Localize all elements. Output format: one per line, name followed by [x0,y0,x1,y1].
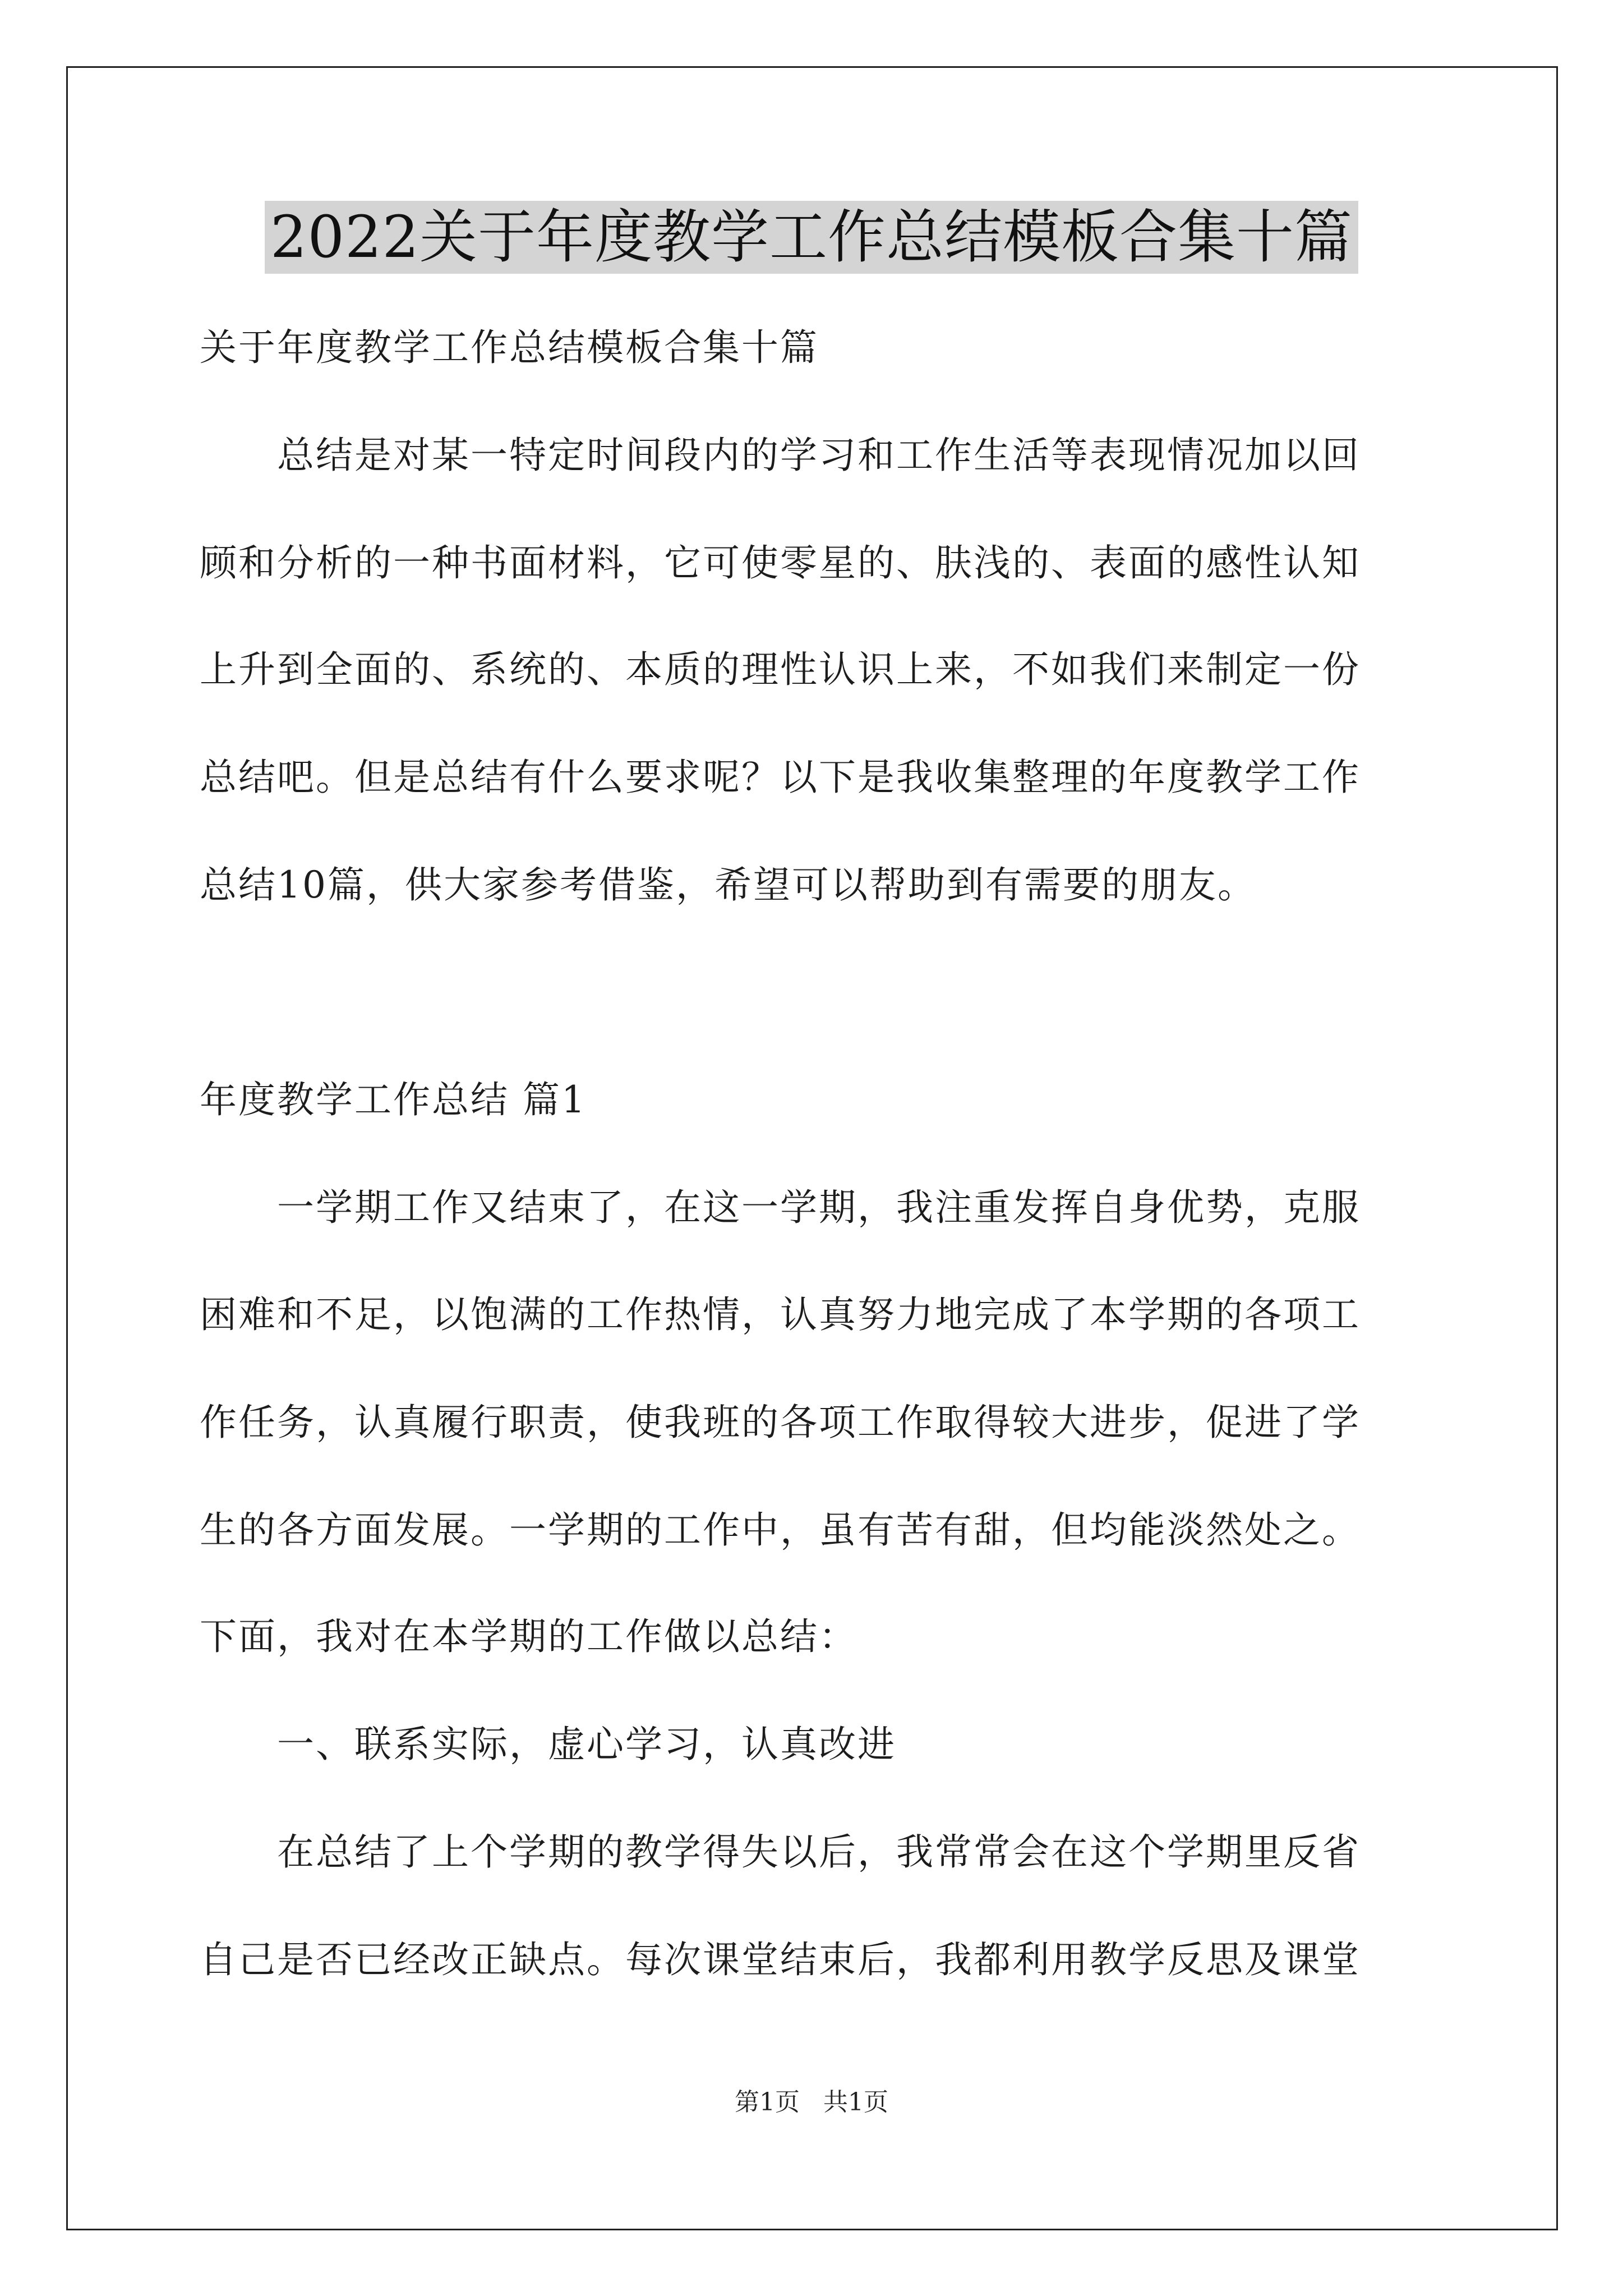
body-line: 关于年度教学工作总结模板合集十篇 [200,326,819,369]
body-line: 总结是对某一特定时间段内的学习和工作生活等表现情况加以回 [200,434,1361,477]
body-line: 作任务，认真履行职责，使我班的各项工作取得较大进步，促进了学 [200,1401,1361,1444]
body-line: 总结10篇，供大家参考借鉴，希望可以帮助到有需要的朋友。 [200,863,1256,907]
body-line: 顾和分析的一种书面材料，它可使零星的、肤浅的、表面的感性认知 [200,541,1361,585]
body-line: 生的各方面发展。一学期的工作中，虽有苦有甜，但均能淡然处之。 [200,1508,1361,1552]
body-line: 上升到全面的、系统的、本质的理性认识上来，不如我们来制定一份 [200,648,1361,691]
body-line: 困难和不足，以饱满的工作热情，认真努力地完成了本学期的各项工 [200,1293,1361,1336]
body-line: 自己是否已经改正缺点。每次课堂结束后，我都利用教学反思及课堂 [200,1938,1361,1981]
section-heading: 年度教学工作总结 篇1 [200,1078,587,1121]
page-border [66,66,1558,2230]
page-number: 第1页 [735,2088,800,2116]
body-line: 一学期工作又结束了，在这一学期，我注重发挥自身优势，克服 [200,1186,1361,1229]
page-total: 共1页 [823,2088,888,2116]
body-line: 下面，我对在本学期的工作做以总结： [200,1615,857,1658]
body-line: 总结吧。但是总结有什么要求呢？以下是我收集整理的年度教学工作 [200,756,1361,799]
document-title: 2022关于年度教学工作总结模板合集十篇 [265,201,1358,274]
title-container [0,201,1623,274]
body-line: 在总结了上个学期的教学得失以后，我常常会在这个学期里反省 [200,1830,1361,1874]
page-footer [0,2086,1623,2119]
subsection-heading: 一、联系实际，虚心学习，认真改进 [200,1723,896,1766]
